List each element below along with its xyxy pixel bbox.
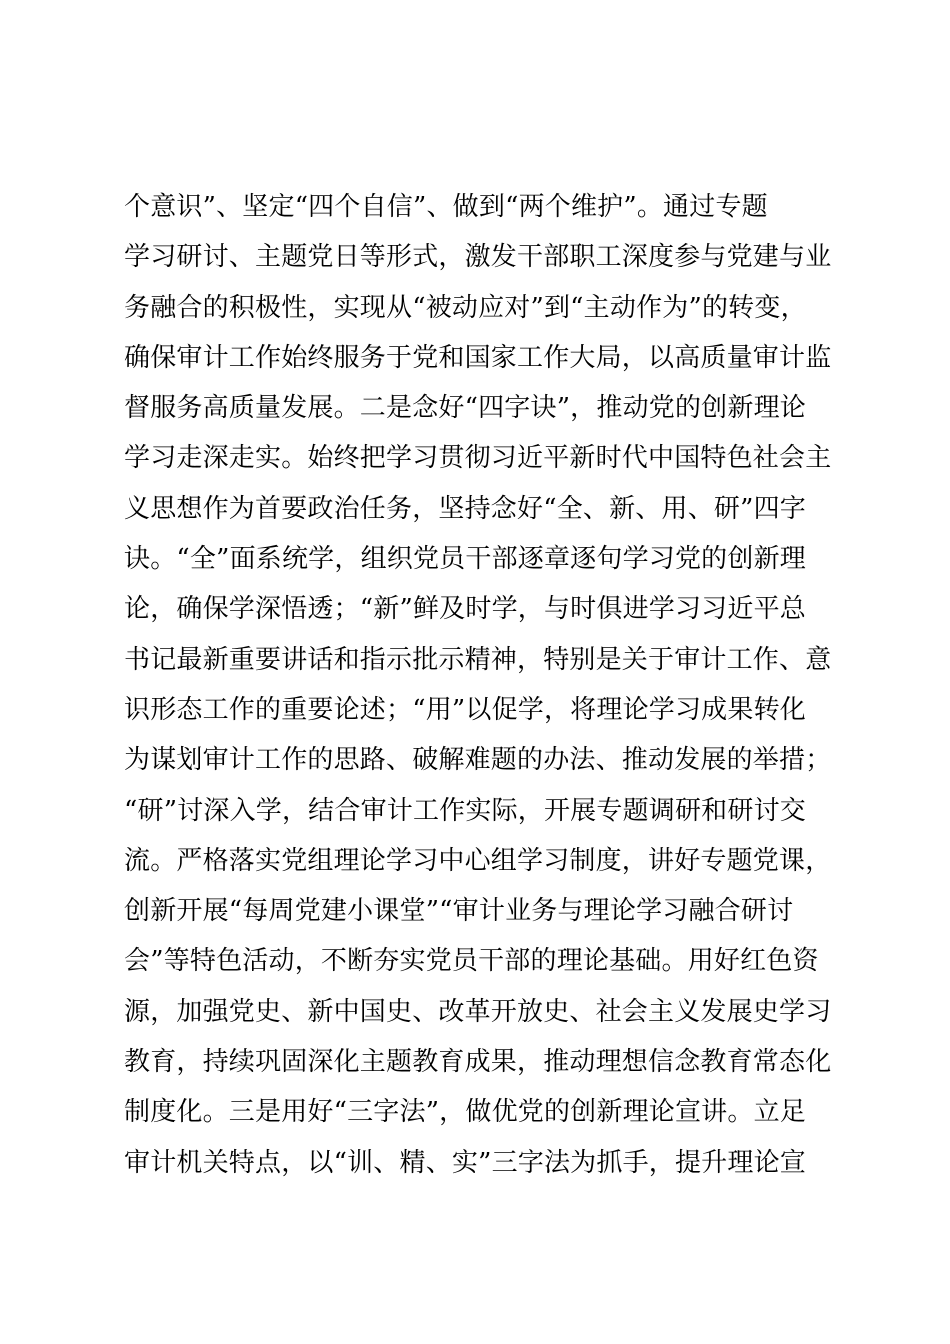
text-line: 学习研讨、主题党日等形式，激发干部职工深度参与党建与业: [124, 242, 832, 273]
text-line: 义思想作为首要政治任务，坚持念好“全、新、用、研”四字: [124, 493, 806, 524]
text-line: 为谋划审计工作的思路、破解难题的办法、推动发展的举措；: [124, 745, 832, 776]
text-line: 源，加强党史、新中国史、改革开放史、社会主义发展史学习: [124, 996, 832, 1027]
text-line: 学习走深走实。始终把学习贯彻习近平新时代中国特色社会主: [124, 443, 832, 474]
body-text: [124, 182, 854, 1188]
text-line: 识形态工作的重要论述；“用”以促学，将理论学习成果转化: [124, 694, 806, 725]
text-line: 制度化。三是用好“三字法”，做优党的创新理论宣讲。立足: [124, 1097, 806, 1128]
text-line: 诀。“全”面系统学，组织党员干部逐章逐句学习党的创新理: [124, 544, 806, 575]
text-line: 创新开展“每周党建小课堂”“审计业务与理论学习融合研讨: [124, 896, 794, 927]
text-line: 务融合的积极性，实现从“被动应对”到“主动作为”的转变，: [124, 292, 807, 323]
text-line: 论，确保学深悟透；“新”鲜及时学，与时俱进学习习近平总: [124, 594, 806, 625]
text-line: 教育，持续巩固深化主题教育成果，推动理想信念教育常态化: [124, 1047, 832, 1078]
text-line: 个意识”、坚定“四个自信”、做到“两个维护”。通过专题: [124, 192, 768, 222]
text-line: 审计机关特点，以“训、精、实”三字法为抓手，提升理论宣: [124, 1147, 806, 1178]
text-line: 流。严格落实党组理论学习中心组学习制度，讲好专题党课，: [124, 845, 832, 876]
text-line: “研”讨深入学，结合审计工作实际，开展专题调研和研讨交: [124, 795, 806, 826]
text-line: 督服务高质量发展。二是念好“四字诀”，推动党的创新理论: [124, 393, 806, 424]
text-line: 书记最新重要讲话和指示批示精神，特别是关于审计工作、意: [124, 644, 832, 675]
text-line: 会”等特色活动，不断夯实党员干部的理论基础。用好红色资: [124, 946, 819, 977]
text-line: 确保审计工作始终服务于党和国家工作大局，以高质量审计监: [124, 342, 832, 373]
